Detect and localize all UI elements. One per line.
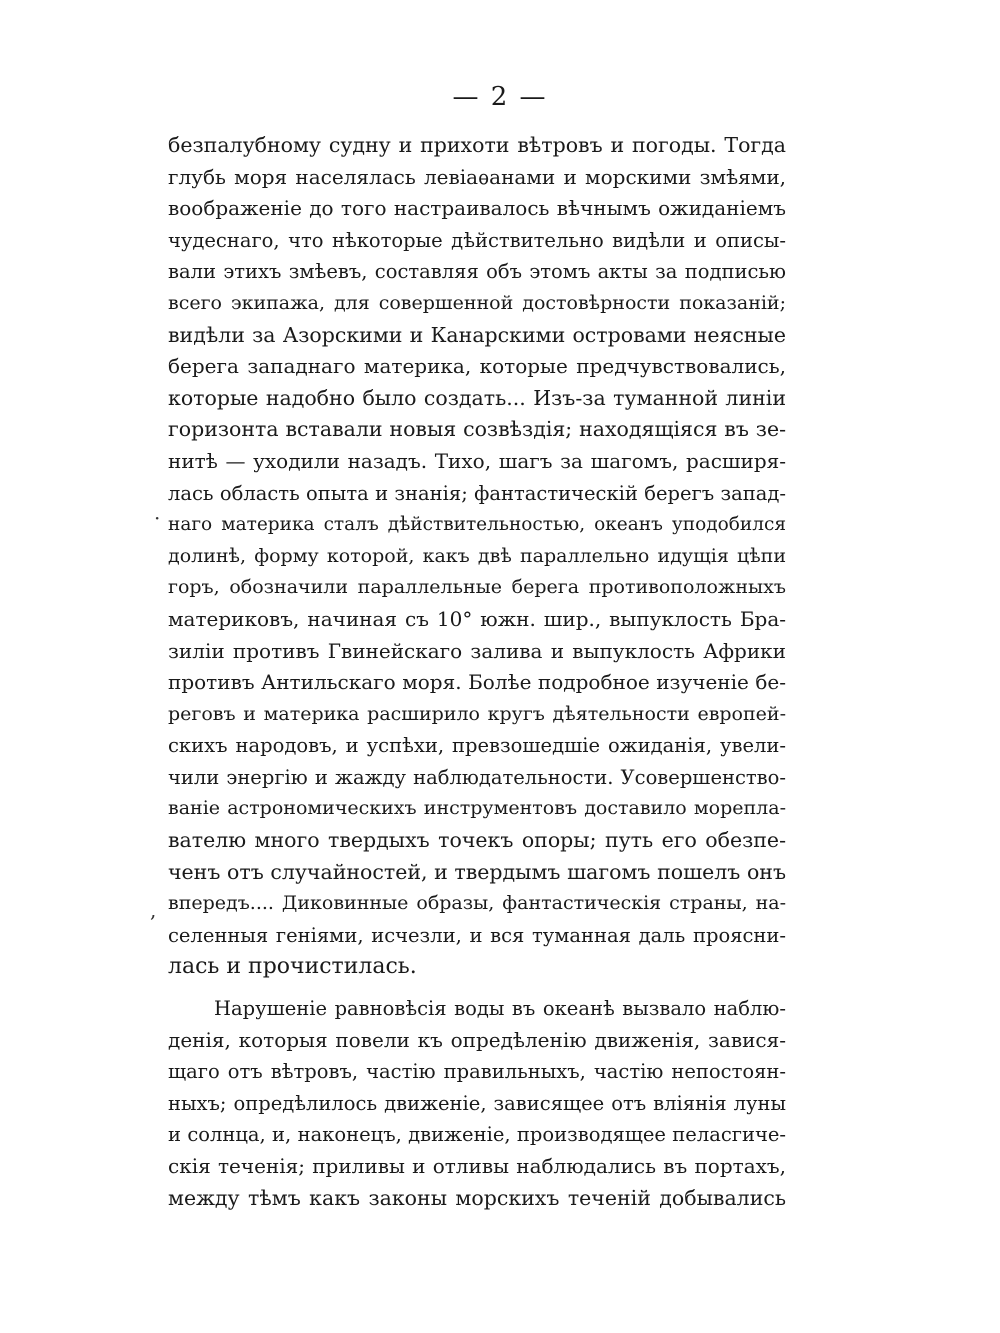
text-line: горизонта вставали новыя созвѣздія; находящіяся въ зе- — [168, 417, 786, 442]
paragraph-1 — [168, 130, 786, 983]
margin-mark: · — [154, 506, 161, 530]
text-line: воображеніе до того настраивалось вѣчнымъ ожиданіемъ — [168, 196, 786, 221]
text-line: зиліи противъ Гвинейскаго залива и выпуклость Африки — [168, 638, 786, 663]
text-line: денія, которыя повели къ опредѣленію движенія, завися- — [168, 1027, 786, 1052]
text-line: лась и прочистилась. — [168, 954, 417, 980]
text-line: долинѣ, форму которой, какъ двѣ параллельно идущія цѣпи — [168, 544, 786, 567]
text-line: щаго отъ вѣтровъ, частію правильныхъ, частію непостоян- — [168, 1060, 786, 1084]
text-line: Нарушеніе равновѣсія воды въ океанѣ вызвало наблю- — [214, 997, 786, 1021]
text-line: и солнца, и, наконецъ, движеніе, производящее пеласгиче- — [168, 1123, 786, 1147]
text-line: горъ, обозначили параллельные берега противоположныхъ — [168, 576, 786, 599]
text-line: чудеснаго, что нѣкоторые дѣйствительно видѣли и описы- — [168, 228, 786, 252]
page-number: — 2 — — [452, 82, 548, 112]
text-line: скихъ народовъ, и успѣхи, превзошедшіе ожиданія, увели- — [168, 734, 786, 758]
text-line: наго материка сталъ дѣйствительностью, океанъ уподобился — [168, 514, 786, 536]
text-line: нитѣ — уходили назадъ. Тихо, шагъ за шагомъ, расширя- — [168, 448, 786, 473]
text-line: ченъ отъ случайностей, и твердымъ шагомъ пошелъ онъ — [168, 859, 786, 884]
text-line: селенныя геніями, исчезли, и вся туманная даль проясни- — [168, 923, 786, 947]
text-line: чили энергію и жажду наблюдательности. Усовершенство- — [168, 765, 786, 789]
text-line: видѣли за Азорскими и Канарскими островами неясные — [168, 322, 786, 347]
text-line: берега западнаго материка, которые предчувствовались, — [168, 354, 786, 379]
text-line: реговъ и материка расширило кругъ дѣятельности европей- — [168, 702, 786, 725]
text-line: лась область опыта и знанія; фантастическій берегъ запад- — [168, 481, 786, 505]
text-line: противъ Антильскаго моря. Болѣе подробное изученіе бе- — [168, 670, 786, 695]
text-line: ваніе астрономическихъ инструментовъ доставило морепла- — [168, 797, 786, 820]
text-line: скія теченія; приливы и отливы наблюдались въ портахъ, — [168, 1154, 786, 1178]
text-line: ныхъ; опредѣлилось движеніе, зависящее отъ вліянія луны — [168, 1091, 786, 1115]
text-line: безпалубному судну и прихоти вѣтровъ и погоды. Тогда — [168, 133, 786, 157]
text-line: глубь моря населялась левіаѳанами и морскими змѣями, — [168, 164, 786, 189]
text-line: вателю много твердыхъ точекъ опоры; путь его обезпе- — [168, 828, 786, 853]
text-line: всего экипажа, для совершенной достовѣрности показаній; — [168, 291, 786, 314]
text-line: которые надобно было создать... Изъ-за туманной линіи — [168, 385, 786, 410]
text-line: между тѣмъ какъ законы морскихъ теченій добывались — [168, 1185, 786, 1210]
text-line: вали этихъ змѣевъ, составляя объ этомъ акты за подписью — [168, 260, 786, 284]
paragraph-2 — [168, 993, 786, 1214]
body-text — [168, 130, 786, 1214]
margin-mark: , — [150, 898, 157, 922]
paragraph-gap — [168, 983, 786, 993]
text-line: впередъ.... Диковинные образы, фантастическія страны, на- — [168, 892, 786, 915]
text-line: материковъ, начиная съ 10° южн. шир., выпуклость Бра- — [168, 606, 786, 631]
